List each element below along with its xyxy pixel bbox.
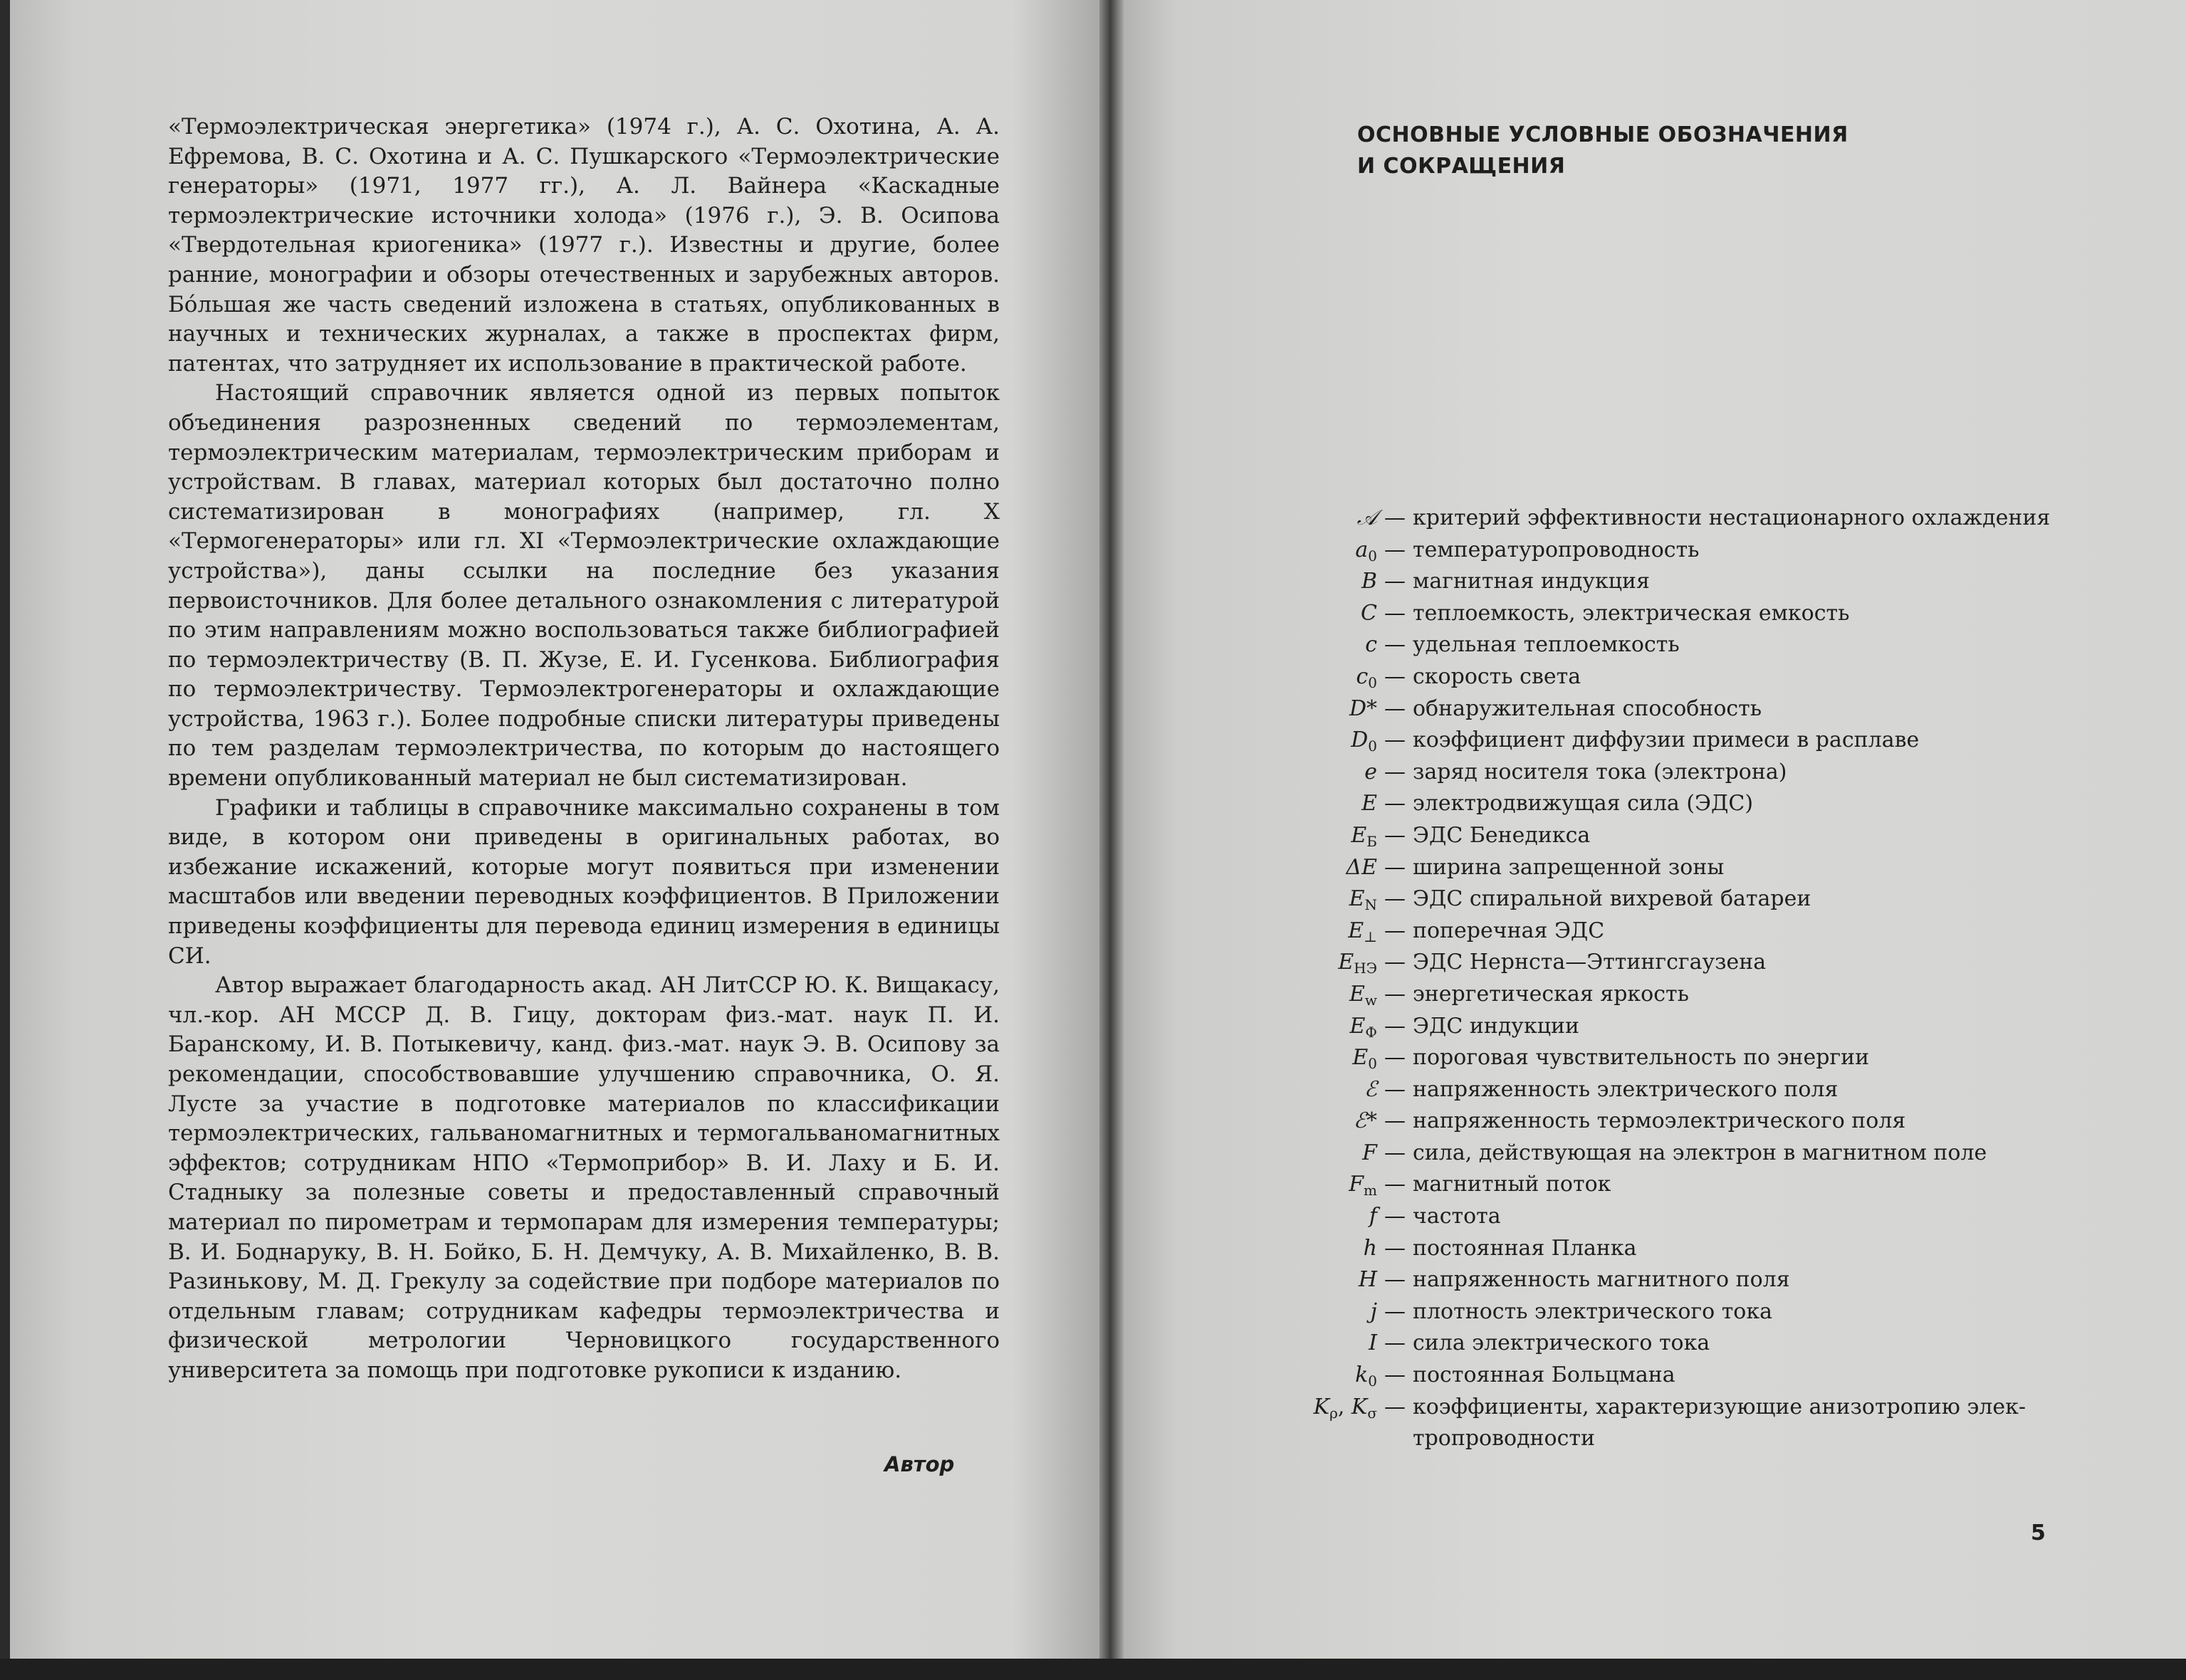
definition-text: электродвижущая сила (ЭДС) [1413, 791, 1754, 817]
symbol-definition [1413, 883, 2150, 915]
symbol-row [1210, 1138, 2150, 1170]
symbol-definition [1413, 915, 2150, 947]
symbol-notation [1210, 1264, 1377, 1296]
symbol-row [1210, 820, 2150, 852]
symbol-notation [1210, 629, 1377, 661]
symbol-base: ℰ* [1353, 1108, 1377, 1134]
scan-bottom-edge [0, 1659, 2186, 1680]
symbol-definition [1413, 629, 2150, 661]
definition-text: коэффициент диффузии примеси в расплаве [1413, 728, 1920, 753]
symbol-subscript: ⊥ [1364, 928, 1377, 945]
symbol-dash: — [1384, 918, 1406, 943]
symbol-base: I [1369, 1330, 1377, 1356]
symbol-row [1210, 598, 2150, 630]
definition-text: напряженность магнитного поля [1413, 1267, 1790, 1293]
symbol-subscript: Б [1366, 832, 1377, 850]
symbol-row [1210, 1296, 2150, 1328]
symbol-dash: — [1384, 1108, 1406, 1134]
symbol-dash: — [1384, 695, 1406, 721]
symbol-row [1210, 1264, 2150, 1296]
symbol-row [1210, 1106, 2150, 1138]
symbol-definition [1413, 852, 2150, 884]
symbol-base: E [1349, 981, 1365, 1007]
symbol-notation [1210, 852, 1377, 884]
symbol-subscript: 0 [1368, 673, 1377, 691]
symbol-subscript: 0 [1368, 737, 1377, 755]
symbol-row [1210, 788, 2150, 820]
symbol-subscript: 0 [1368, 1372, 1377, 1390]
symbol-row [1210, 1360, 2150, 1392]
symbol-notation [1210, 979, 1377, 1011]
symbol-notation [1210, 1296, 1377, 1328]
symbol-row [1210, 629, 2150, 661]
symbol-notation [1210, 1106, 1377, 1138]
symbol-notation [1210, 757, 1377, 789]
symbol-definition [1413, 1074, 2150, 1106]
symbol-base: 𝒜 [1356, 505, 1377, 530]
definition-text: пороговая чувствительность по энергии [1413, 1045, 1870, 1071]
preface-text [168, 112, 1000, 1386]
definition-text: напряженность термоэлектрического поля [1413, 1108, 1906, 1134]
symbol-base: B [1361, 569, 1377, 594]
symbol-dash: — [1384, 1204, 1406, 1229]
symbol-base: C [1361, 600, 1377, 626]
symbol-base: j [1370, 1298, 1377, 1324]
symbol-notation [1210, 535, 1377, 567]
symbol-notation [1210, 1360, 1377, 1392]
symbol-base: a [1355, 537, 1369, 562]
section-title-line: ОСНОВНЫЕ УСЛОВНЫЕ ОБОЗНАЧЕНИЯ [1357, 122, 1848, 147]
symbol-notation [1210, 1169, 1377, 1201]
symbol-dash: — [1384, 854, 1406, 880]
symbol-definition [1413, 1042, 2150, 1074]
symbol-row [1210, 693, 2150, 725]
symbol-definition [1413, 598, 2150, 630]
symbol-dash: — [1384, 1298, 1406, 1324]
symbol-definition [1413, 1296, 2150, 1328]
symbol-dash: — [1384, 791, 1406, 817]
symbol-base: K [1313, 1394, 1330, 1419]
definition-text: сила, действующая на электрон в магнитном поле [1413, 1140, 1987, 1165]
symbol-notation [1210, 883, 1377, 915]
definition-text: поперечная ЭДС [1413, 918, 1605, 943]
definition-text: сила электрического тока [1413, 1330, 1710, 1356]
symbol-subscript: 0 [1368, 1055, 1377, 1073]
symbol-dash: — [1384, 950, 1406, 975]
symbol-dash: — [1384, 1363, 1406, 1388]
symbol-notation [1210, 820, 1377, 852]
paragraph: Настоящий справочник является одной из первых попыток объединения разрозненных сведений по термоэлементам, термоэлектрическим материалам, термоэлектрическим приборам и устройствам. В главах, материал которых был достаточно полно систематизирован в монографиях (например, гл. X «Термогенераторы» или гл. XI «Термоэлектрические охлаждающие устройства»), даны ссылки на последние без указания первоисточников. Для более детального ознакомления с литературой по этим направлениям можно воспользоваться также библиографией по термоэлектричеству (В. П. Жузе, Е. И. Гусенкова. Библиография по термоэлектричеству. Термоэлектрогенераторы и охлаждающие устройства, 1963 г.). Более подробные списки литературы приведены по тем разделам термоэлектричества, по которым до настоящего времени опубликованный материал не был систематизирован. [168, 380, 1000, 792]
symbol-notation [1210, 788, 1377, 820]
symbol-dash: — [1384, 600, 1406, 626]
symbol-definition [1413, 1138, 2150, 1170]
symbol-base: F [1362, 1140, 1377, 1165]
definition-text: ЭДС Нернста—Эттингсгаузена [1413, 950, 1767, 975]
symbol-row [1210, 1074, 2150, 1106]
symbol-base: E [1348, 918, 1364, 943]
definition-text: удельная теплоемкость [1413, 632, 1680, 658]
symbol-notation [1210, 725, 1377, 757]
symbol-definition [1413, 1328, 2150, 1360]
symbol-notation: $K_\rho$, $K_\sigma$ [1313, 1394, 1377, 1422]
symbol-row [1210, 535, 2150, 567]
symbol-notation [1210, 915, 1377, 947]
symbol-base: c [1365, 632, 1377, 658]
symbol-notation [1210, 566, 1377, 598]
book-gutter [1099, 0, 1124, 1659]
symbol-dash: — [1384, 1045, 1406, 1071]
symbol-dash: — [1384, 759, 1406, 784]
symbol-dash: — [1384, 505, 1406, 530]
symbol-list [1210, 503, 2150, 1455]
definition-text: заряд носителя тока (электрона) [1413, 759, 1787, 784]
symbol-definition [1413, 788, 2150, 820]
symbol-definition [1413, 820, 2150, 852]
symbol-base: E [1352, 1045, 1369, 1071]
symbol-base: c [1356, 663, 1369, 689]
symbol-dash: — [1384, 1076, 1406, 1102]
symbol-dash: — [1384, 728, 1406, 753]
symbol-notation [1210, 661, 1377, 693]
symbol-notation [1210, 1042, 1377, 1074]
symbol-row [1210, 1201, 2150, 1233]
symbol-notation [1210, 693, 1377, 725]
symbol-definition [1413, 503, 2150, 535]
symbol-base: H [1358, 1267, 1377, 1293]
symbol-dash: — [1384, 1267, 1406, 1293]
definition-text: обнаружительная способность [1413, 695, 1762, 721]
page-number: 5 [2031, 1521, 2046, 1545]
symbol-dash: — [1384, 1140, 1406, 1165]
symbol-row [1210, 852, 2150, 884]
symbol-notation [1210, 1328, 1377, 1360]
symbol-definition [1413, 947, 2150, 979]
symbol-notation [1210, 1233, 1377, 1265]
symbol-row [1210, 1392, 2150, 1455]
symbol-base: D [1351, 728, 1369, 753]
paragraph: «Термоэлектрическая энергетика» (1974 г.), А. С. Охотина, А. А. Ефремова, В. С. Охотина и А. С. Пушкарского «Термоэлектрические генераторы» (1971, 1977 гг.), А. Л. Вайнера «Каскадные термоэлектрические источники холода» (1976 г.), Э. В. Осипова «Твердотельная криогеника» (1977 г.). Известны и другие, более ранние, монографии и обзоры отечественных и зарубежных авторов. Бо́льшая же часть сведений изложена в статьях, опубликованных в научных и технических журналах, а также в проспектах фирм, патентах, что затрудняет их использование в практической работе. [168, 114, 1000, 377]
symbol-notation [1210, 947, 1377, 979]
definition-text: ширина запрещенной зоны [1413, 854, 1725, 880]
symbol-dash: — [1384, 663, 1406, 689]
symbol-notation [1210, 1074, 1377, 1106]
symbol-definition [1413, 535, 2150, 567]
definition-text: скорость света [1413, 663, 1581, 689]
definition-text: теплоемкость, электрическая емкость [1413, 600, 1850, 626]
definition-text: магнитный поток [1413, 1172, 1611, 1197]
symbol-row [1210, 661, 2150, 693]
section-title [1357, 120, 1927, 182]
symbol-definition [1413, 1264, 2150, 1296]
symbol-definition [1413, 1392, 2150, 1455]
symbol-notation [1210, 1201, 1377, 1233]
symbol-base: K [1351, 1394, 1368, 1419]
symbol-row [1210, 503, 2150, 535]
symbol-row [1210, 1042, 2150, 1074]
symbol-definition [1413, 1233, 2150, 1265]
definition-text: ЭДС спиральной вихревой батареи [1413, 886, 1811, 912]
symbol-row [1210, 757, 2150, 789]
symbol-notation [1210, 598, 1377, 630]
symbol-dash: — [1384, 886, 1406, 912]
definition-text: ЭДС Бенедикса [1413, 822, 1591, 848]
symbol-dash: — [1384, 1172, 1406, 1197]
symbol-subscript: m [1364, 1182, 1377, 1199]
symbol-base: E [1338, 950, 1354, 975]
definition-text: ЭДС индукции [1413, 1013, 1579, 1039]
left-page [10, 0, 1099, 1659]
symbol-notation [1210, 1011, 1377, 1043]
symbol-subscript: w [1364, 991, 1377, 1009]
definition-text: частота [1413, 1204, 1501, 1229]
symbol-subscript: 0 [1368, 547, 1377, 565]
symbol-base: e [1364, 759, 1377, 784]
symbol-row [1210, 979, 2150, 1011]
symbol-row [1210, 1328, 2150, 1360]
section-title-line: И СОКРАЩЕНИЯ [1357, 154, 1566, 179]
symbol-subscript: Ф [1365, 1023, 1377, 1041]
definition-text: температуропроводность [1413, 537, 1700, 562]
symbol-base: k [1355, 1363, 1369, 1388]
paragraph: Графики и таблицы в справочнике максимально сохранены в том виде, в котором они приведены в оригинальных работах, во избежание искажений, которые могут появиться при изменении масштабов или введении переводных коэффициентов. В Приложении приведены коэффициенты для перевода единиц измерения в единицы СИ. [168, 794, 1000, 969]
symbol-row [1210, 566, 2150, 598]
symbol-dash: — [1384, 1394, 1406, 1419]
symbol-row [1210, 1011, 2150, 1043]
symbol-row [1210, 915, 2150, 947]
symbol-row [1210, 1233, 2150, 1265]
symbol-definition [1413, 1201, 2150, 1233]
symbol-dash: — [1384, 1235, 1406, 1261]
author-signature: Автор [884, 1452, 955, 1476]
symbol-definition [1413, 1360, 2150, 1392]
symbol-definition [1413, 757, 2150, 789]
symbol-definition [1413, 1011, 2150, 1043]
symbol-subscript: НЭ [1354, 960, 1377, 977]
symbol-base: E [1349, 1013, 1366, 1039]
symbol-base: ΔE [1346, 854, 1377, 880]
symbol-base: E [1361, 791, 1377, 817]
symbol-dash: — [1384, 537, 1406, 562]
symbol-base: E [1349, 886, 1365, 912]
symbol-definition [1413, 1106, 2150, 1138]
symbol-subscript: N [1364, 896, 1377, 914]
symbol-base: F [1349, 1172, 1364, 1197]
symbol-subscript: ρ [1329, 1404, 1338, 1422]
definition-text: плотность электрического тока [1413, 1298, 1773, 1324]
symbol-definition [1413, 566, 2150, 598]
symbol-base: ℰ [1364, 1076, 1377, 1102]
symbol-subscript: σ [1367, 1404, 1377, 1422]
symbol-dash: — [1384, 1013, 1406, 1039]
symbol-definition [1413, 725, 2150, 757]
symbol-row [1210, 1169, 2150, 1201]
definition-text: постоянная Планка [1413, 1235, 1637, 1261]
definition-text: постоянная Больцмана [1413, 1363, 1675, 1388]
paragraph: Автор выражает благодарность акад. АН ЛитССР Ю. К. Вищакасу, чл.-кор. АН МССР Д. В. Гицу, докторам физ.-мат. наук П. И. Баранскому, И. В. Потыкевичу, канд. физ.-мат. наук Э. В. Осипову за рекомендации, способствовавшие улучшению справочника, О. Я. Лусте за участие в подготовке материалов по классификации термоэлектрических, гальваномагнитных и термогальваномагнитных эффектов; сотрудникам НПО «Термоприбор» В. И. Лаху и Б. И. Стадныку за полезные советы и предоставленный справочный материал по пирометрам и термопарам для измерения температуры; В. И. Боднаруку, В. Н. Бойко, Б. Н. Демчуку, А. В. Михайленко, В. В. Разинькову, М. Д. Грекулу за содействие при подборе материалов по отдельным главам; сотрудникам кафедры термоэлектричества и физической метрологии Черновицкого государственного университета за помощь при подготовке рукописи к изданию. [168, 972, 1000, 1383]
definition-text-continued: тропроводности [1413, 1426, 1595, 1451]
symbol-base: E [1351, 822, 1367, 848]
symbol-definition [1413, 661, 2150, 693]
symbol-definition [1413, 1169, 2150, 1201]
symbol-dash: — [1384, 981, 1406, 1007]
symbol-base: f [1369, 1204, 1377, 1229]
definition-text: коэффициенты, характеризующие анизотропию элек- [1413, 1394, 2026, 1419]
symbol-dash: — [1384, 822, 1406, 848]
symbol-row [1210, 725, 2150, 757]
symbol-dash: — [1384, 632, 1406, 658]
symbol-notation [1210, 1138, 1377, 1170]
symbol-definition [1413, 979, 2150, 1011]
symbol-dash: — [1384, 569, 1406, 594]
symbol-base: h [1363, 1235, 1377, 1261]
definition-text: энергетическая яркость [1413, 981, 1689, 1007]
definition-text: критерий эффективности нестационарного охлаждения [1413, 505, 2051, 530]
definition-text: напряженность электрического поля [1413, 1076, 1839, 1102]
symbol-dash: — [1384, 1330, 1406, 1356]
definition-text: магнитная индукция [1413, 569, 1650, 594]
symbol-definition [1413, 693, 2150, 725]
symbol-row [1210, 883, 2150, 915]
symbol-base: D* [1349, 695, 1377, 721]
symbol-notation [1210, 503, 1377, 535]
symbol-row [1210, 947, 2150, 979]
